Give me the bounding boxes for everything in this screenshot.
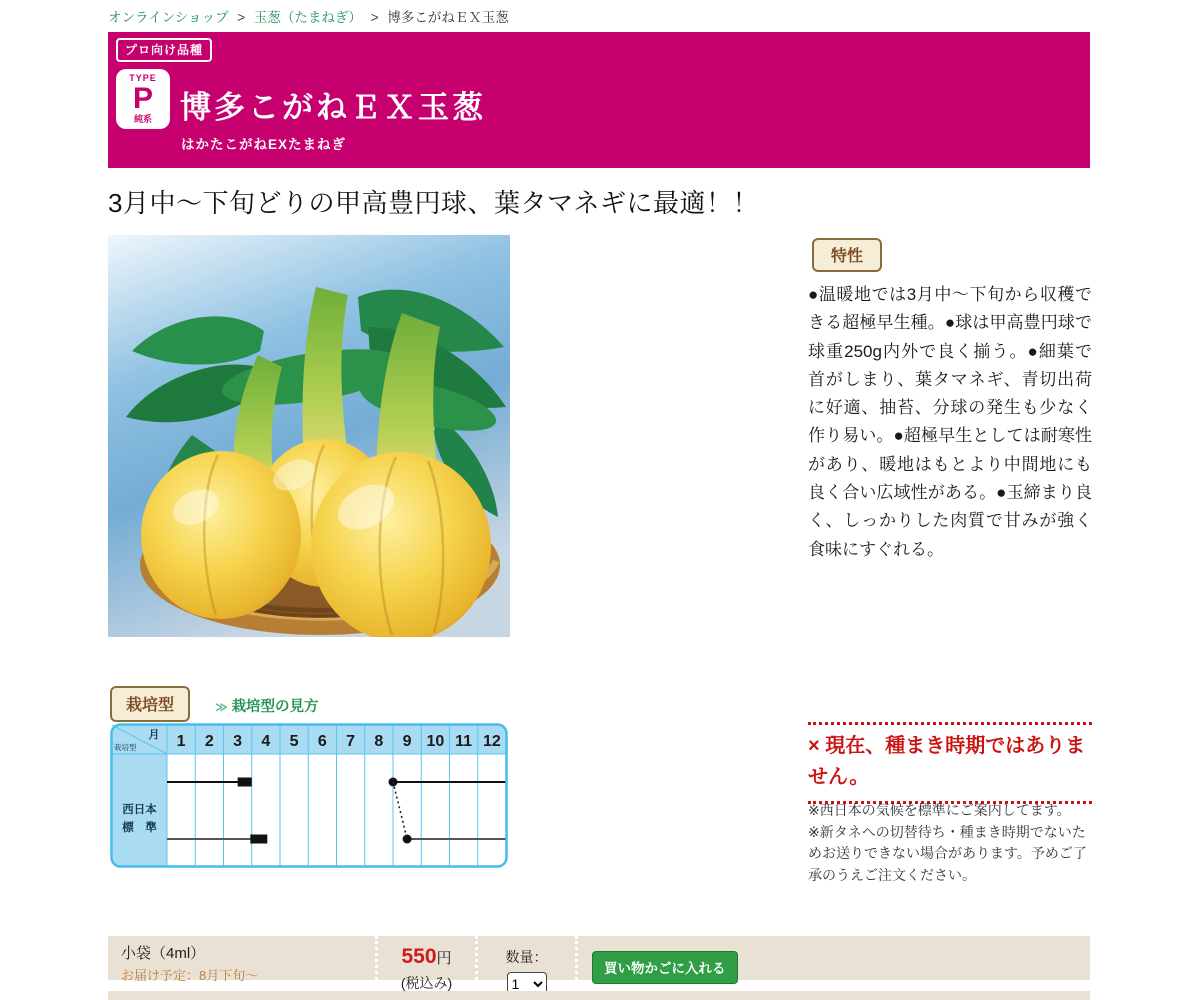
- characteristics-badge: 特性: [812, 238, 882, 272]
- double-chevron-icon: ≫: [215, 700, 228, 714]
- breadcrumb-separator: >: [370, 10, 379, 25]
- delivery-estimate: お届け予定：8月下旬～: [121, 968, 259, 983]
- product-catchphrase: 3月中～下旬どりの甲高豊円球、葉タマネギに最適！！: [108, 188, 759, 218]
- quantity-cell: [478, 936, 578, 980]
- product-photo: [108, 235, 510, 637]
- package-name: 小袋（4ml）: [121, 945, 206, 962]
- next-product-row-partial: [108, 991, 1090, 1000]
- characteristics-text: ●温暖地では3月中～下旬から収穫できる超極早生種。●球は甲高豊円球で球重250g内外で良く揃う。●細葉で首がしまり、葉タマネギ、青切出荷に好適、抽苔、分球の発生も少なく作り易い。●超極早生としては耐寒性があり、暖地はもとより中間地にも良く合い広域性がある。●玉締まり良く、しっかりした肉質で甘みが強く食味にすぐれる。: [808, 285, 1092, 559]
- note-seed-switch: ※新タネへの切替待ち・種まき時期でないためお送りできない場合があります。予めご了承のうえご注文ください。: [808, 823, 1087, 883]
- cultivation-type-badge: 栽培型: [110, 686, 190, 722]
- note-west-japan: ※西日本の気候を標準にご案内してます。: [808, 802, 1071, 818]
- cultivation-calendar-chart: [110, 723, 508, 868]
- svg-text:9: 9: [402, 733, 412, 750]
- type-logo-bottom-label: 純系: [133, 114, 152, 124]
- product-package-cell: [108, 936, 378, 983]
- svg-text:8: 8: [374, 733, 384, 750]
- price-unit: 円: [436, 950, 452, 967]
- tax-note: (税込み): [400, 975, 453, 991]
- svg-text:栽培型: 栽培型: [114, 743, 137, 752]
- product-hero-banner: [108, 32, 1090, 168]
- svg-text:5: 5: [289, 733, 299, 750]
- quantity-label: 数量：: [505, 949, 548, 965]
- breadcrumb-link-onion-category[interactable]: 玉葱（たまねぎ）: [253, 10, 362, 25]
- svg-text:6: 6: [317, 733, 327, 750]
- svg-text:3: 3: [233, 733, 243, 750]
- pro-variety-badge: プロ向け品種: [116, 38, 212, 62]
- product-order-row: [108, 936, 1090, 991]
- product-title: 博多こがねＥＸ玉葱: [180, 90, 486, 125]
- svg-text:12: 12: [482, 733, 501, 750]
- product-title-kana: はかたこがねEXたまねぎ: [181, 137, 347, 152]
- breadcrumb-separator: >: [237, 10, 246, 25]
- sowing-period-warning: × 現在、種まき時期ではありません。: [808, 722, 1092, 804]
- svg-text:11: 11: [455, 733, 473, 750]
- cultivation-guide-link[interactable]: ≫ 栽培型の見方: [215, 699, 319, 715]
- price-cell: [378, 936, 478, 991]
- svg-text:西日本: 西日本: [122, 804, 157, 816]
- svg-text:標 準: 標 準: [122, 822, 157, 834]
- svg-text:1: 1: [176, 733, 186, 750]
- svg-text:7: 7: [346, 733, 356, 750]
- cart-cell: [578, 936, 1090, 980]
- breadcrumb-link-online-shop[interactable]: オンラインショップ: [108, 10, 229, 25]
- type-p-logo: [116, 69, 170, 129]
- price-value: 550: [401, 945, 437, 968]
- svg-text:4: 4: [261, 733, 271, 750]
- onion-photo-illustration: [108, 235, 510, 637]
- breadcrumb: [108, 6, 509, 26]
- svg-text:2: 2: [204, 733, 214, 750]
- svg-text:10: 10: [426, 733, 445, 750]
- type-logo-top-label: TYPE: [129, 73, 157, 83]
- svg-text:月: 月: [148, 729, 160, 741]
- breadcrumb-current: 博多こがねＥＸ玉葱: [387, 10, 509, 25]
- add-to-cart-button[interactable]: 買い物かごに入れる: [592, 951, 738, 984]
- type-logo-letter: P: [132, 82, 153, 115]
- availability-notes: [808, 800, 1092, 886]
